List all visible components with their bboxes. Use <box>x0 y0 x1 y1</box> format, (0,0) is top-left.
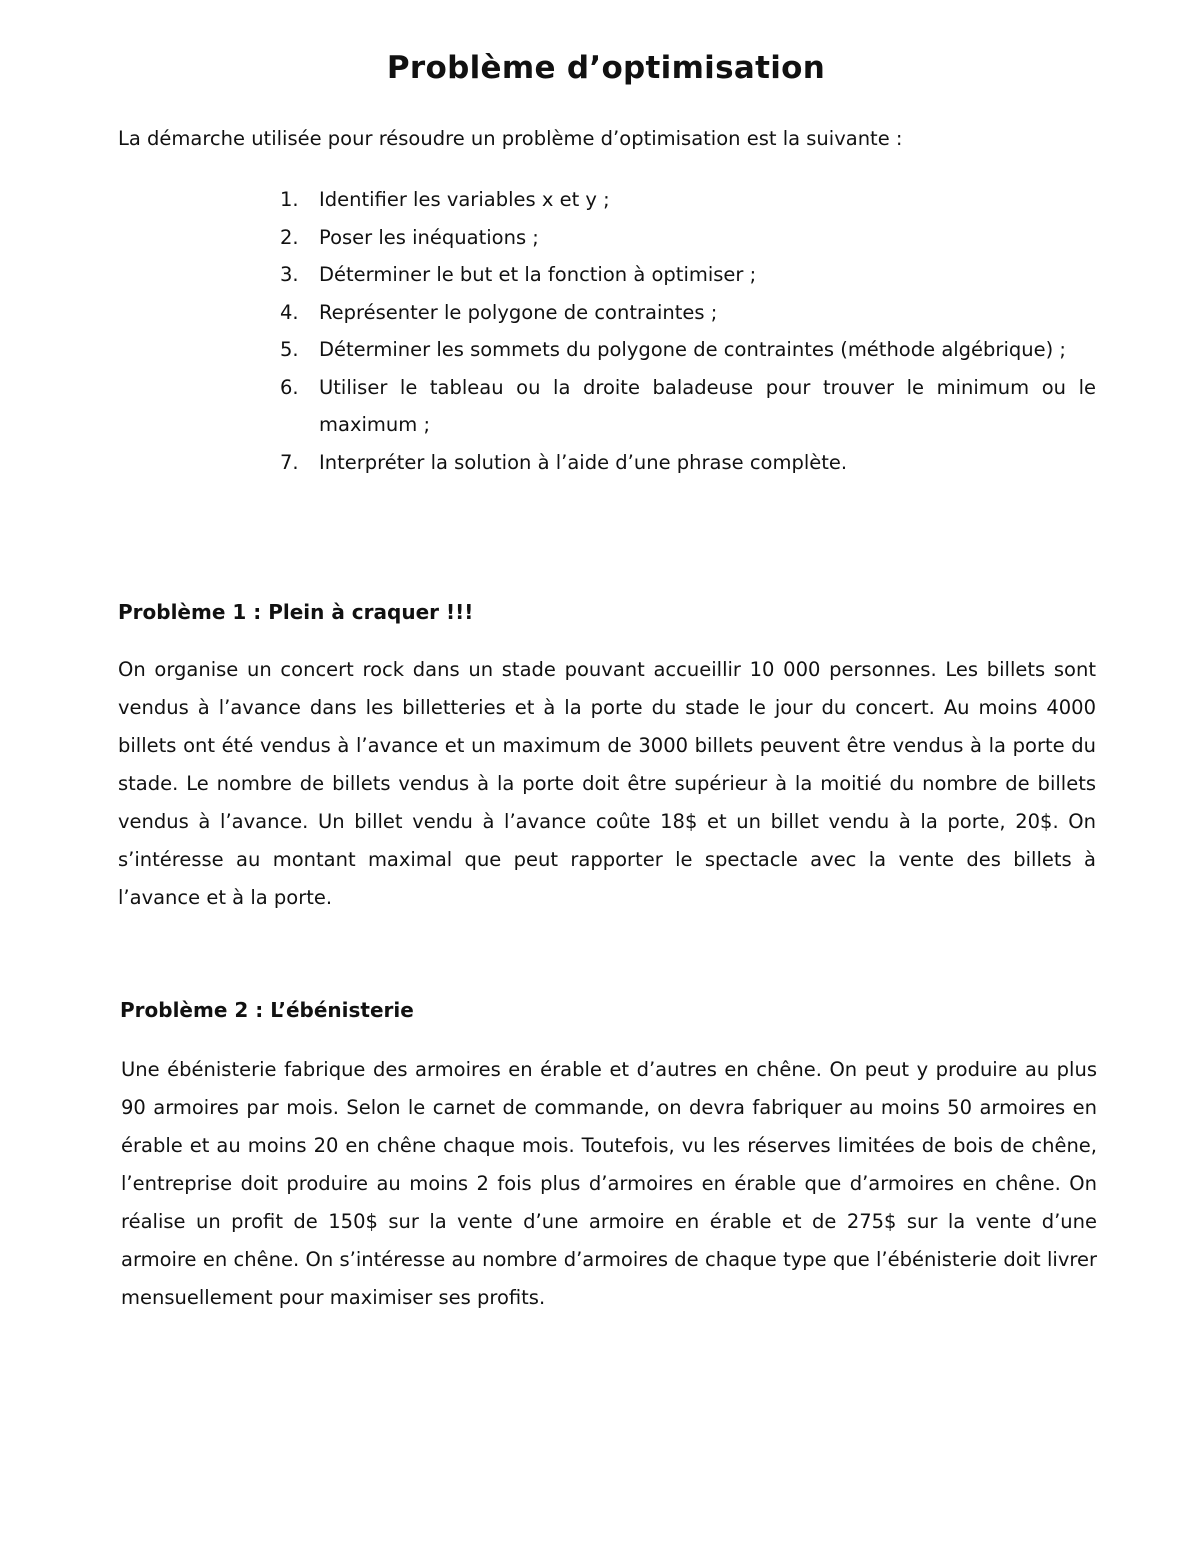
problem-2-title: Problème 2 : L’ébénisterie <box>120 998 414 1022</box>
method-steps-list <box>280 181 1096 481</box>
step-text: Interpréter la solution à l’aide d’une phrase complète. <box>319 450 848 474</box>
list-item <box>280 444 1096 482</box>
step-number: 4. <box>280 300 299 324</box>
page-title: Problème d’optimisation <box>386 50 826 86</box>
list-item <box>280 219 1096 257</box>
step-text: Poser les inéquations ; <box>319 225 539 249</box>
step-text: Représenter le polygone de contraintes ; <box>319 300 718 324</box>
step-number: 1. <box>280 188 299 211</box>
list-item <box>280 331 1096 369</box>
step-text: Déterminer les sommets du polygone de contraintes (méthode algébrique) ; <box>319 338 1066 361</box>
problem-1-body: On organise un concert rock dans un stade pouvant accueillir 10 000 personnes. Les billets sont vendus à l’avance dans les billetteries et à la porte du stade le jour du concert. Au moins 4000 billets ont été vendus à l’avance et un maximum de 3000 billets peuvent être vendus à la porte du stade. Le nombre de billets vendus à la porte doit être supérieur à la moitié du nombre de billets vendus à l’avance. Un billet vendu à l’avance coûte 18$ et un billet vendu à la porte, 20$. On s’intéresse au montant maximal que peut rapporter le spectacle avec la vente des billets à l’avance et à la porte. <box>118 658 1096 909</box>
list-item <box>280 369 1096 444</box>
step-number: 7. <box>280 450 299 474</box>
step-number: 5. <box>280 338 299 361</box>
step-text: Identifier les variables x et y ; <box>319 188 610 211</box>
list-item <box>280 181 1096 219</box>
step-text: Déterminer le but et la fonction à optimiser ; <box>319 263 757 286</box>
intro-text: La démarche utilisée pour résoudre un problème d’optimisation est la suivante : <box>118 127 903 150</box>
list-item <box>280 256 1096 294</box>
problem-1-title: Problème 1 : Plein à craquer !!! <box>118 600 474 624</box>
problem-2-body: Une ébénisterie fabrique des armoires en érable et d’autres en chêne. On peut y produire au plus 90 armoires par mois. Selon le carnet de commande, on devra fabriquer au moins 50 armoires en érable et au moins 20 en chêne chaque mois. Toutefois, vu les réserves limitées de bois de chêne, l’entreprise doit produire au moins 2 fois plus d’armoires en érable que d’armoires en chêne. On réalise un profit de 150$ sur la vente d’une armoire en érable et de 275$ sur la vente d’une armoire en chêne. On s’intéresse au nombre d’armoires de chaque type que l’ébénisterie doit livrer mensuellement pour maximiser ses profits. <box>121 1058 1097 1309</box>
step-number: 2. <box>280 225 299 249</box>
step-number: 6. <box>280 375 299 399</box>
list-item <box>280 294 1096 332</box>
step-number: 3. <box>280 263 299 286</box>
step-text: Utiliser le tableau ou la droite baladeuse pour trouver le minimum ou le maximum ; <box>319 375 1096 436</box>
